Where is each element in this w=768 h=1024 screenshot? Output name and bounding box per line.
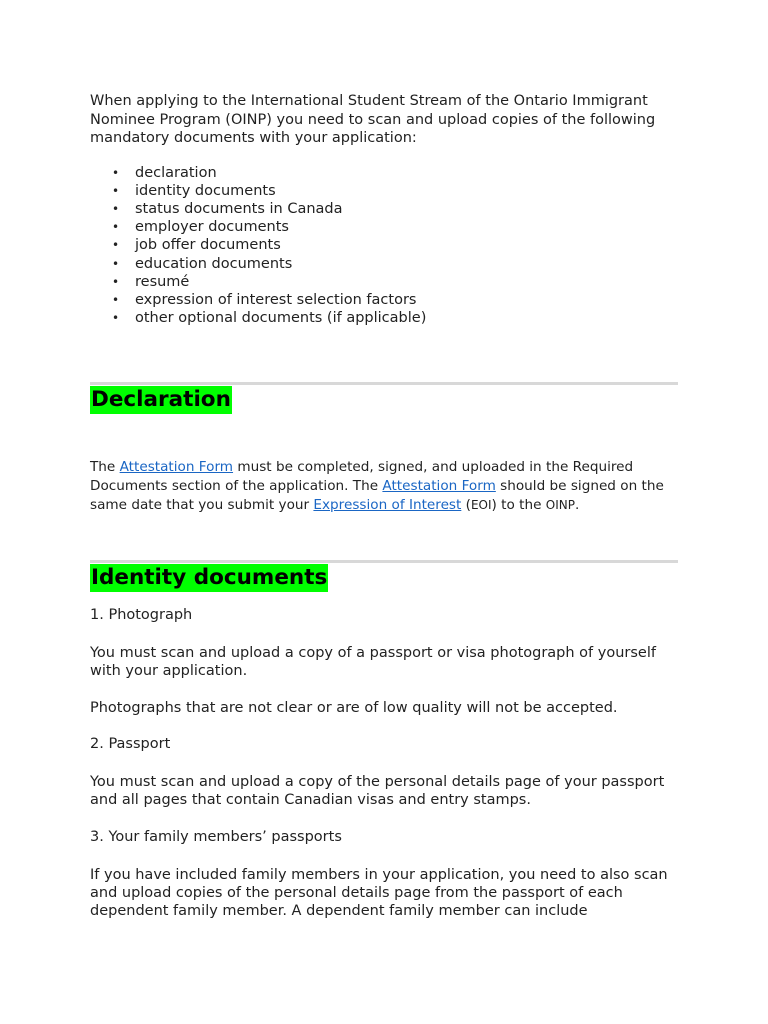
declaration-heading: Declaration	[91, 387, 231, 413]
list-item: • employer documents	[135, 218, 680, 236]
attestation-form-link[interactable]: Attestation Form	[119, 459, 234, 476]
family-passports-subheading: 3. Your family members’ passports	[90, 828, 342, 845]
list-item: • status documents in Canada	[135, 200, 680, 218]
photograph-quality-paragraph: Photographs that are not clear or are of low quality will not be accepted.	[90, 699, 618, 716]
list-item: • other optional documents (if applicable)	[135, 309, 680, 327]
declaration-paragraph: The Attestation Form must be completed, signed, and uploaded in the Required Documents section of the application. The Attestation Form should be signed on the same date that you submit your Expression of Interest (EOI) to the OINP.	[90, 459, 664, 513]
section-divider	[90, 382, 678, 385]
identity-documents-heading: Identity documents	[91, 564, 328, 590]
attestation-form-link-2[interactable]: Attestation Form	[382, 478, 496, 495]
expression-of-interest-link[interactable]: Expression of Interest	[313, 496, 462, 513]
document-page	[90, 92, 680, 920]
passport-paragraph: You must scan and upload a copy of the personal details page of your passport and all pages that contain Canadian visas and entry stamps.	[90, 773, 665, 808]
list-item: • job offer documents	[135, 236, 680, 254]
intro-paragraph: When applying to the International Student Stream of the Ontario Immigrant Nominee Program (OINP) you need to scan and upload copies of the following mandatory documents with your application:	[90, 93, 656, 146]
section-divider	[90, 560, 678, 563]
passport-subheading: 2. Passport	[90, 735, 171, 752]
photograph-subheading: 1. Photograph	[90, 606, 193, 623]
list-item: • declaration	[135, 164, 680, 182]
eoi-abbreviation: EOI	[470, 497, 492, 512]
required-documents-list	[90, 164, 680, 328]
list-item: • expression of interest selection factors	[135, 291, 680, 309]
list-item: • identity documents	[135, 182, 680, 200]
list-item: • resumé	[135, 273, 680, 291]
family-passports-paragraph: If you have included family members in your application, you need to also scan and upload copies of the personal details page from the passport of each dependent family member. A dependent family member can include	[90, 866, 668, 919]
photograph-paragraph: You must scan and upload a copy of a passport or visa photograph of yourself with your application.	[90, 644, 656, 679]
oinp-abbreviation: OINP	[545, 497, 575, 512]
list-item: • education documents	[135, 255, 680, 273]
